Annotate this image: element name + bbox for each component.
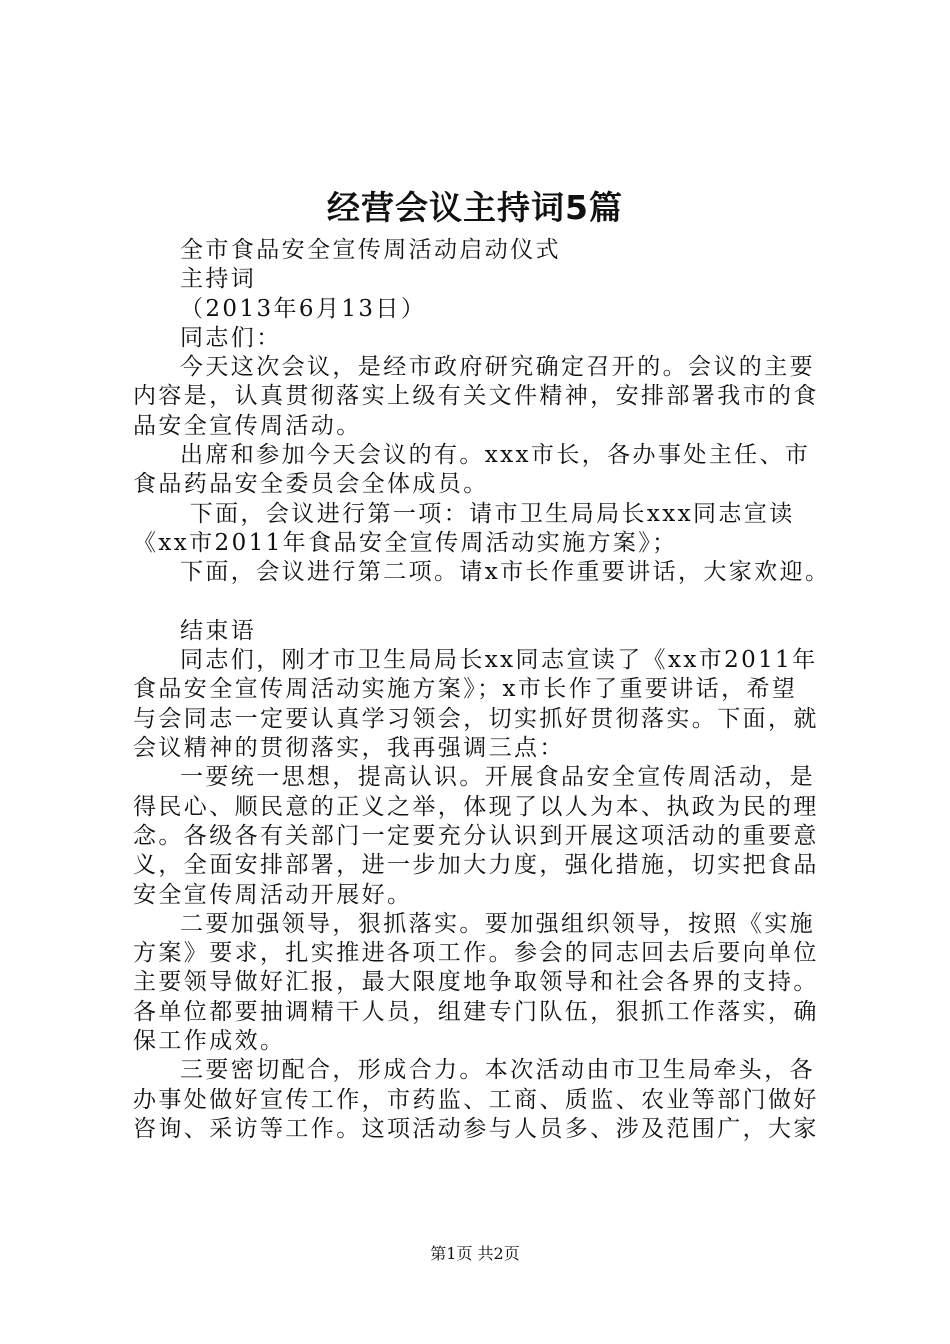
body-line: 得民心、顺民意的正义之举，体现了以人为本、执政为民的理 xyxy=(133,793,819,820)
body-line: 义，全面安排部署，进一步加大力度，强化措施，切实把食品 xyxy=(133,852,819,879)
body-line: 二要加强领导，狠抓落实。要加强组织领导，按照《实施 xyxy=(180,910,815,937)
body-line: 出席和参加今天会议的有。xxx市长，各办事处主任、市 xyxy=(180,442,811,469)
body-line: （2013年6月13日） xyxy=(180,295,427,322)
body-line: 与会同志一定要认真学习领会，切实抓好贯彻落实。下面，就 xyxy=(133,705,819,732)
body-line: 方案》要求，扎实推进各项工作。参会的同志回去后要向单位 xyxy=(133,940,819,967)
body-line: 保工作成效。 xyxy=(133,1028,286,1055)
body-line: 安全宣传周活动开展好。 xyxy=(133,881,413,908)
body-line: 品安全宣传周活动。 xyxy=(133,412,362,439)
body-line: 主要领导做好汇报，最大限度地争取领导和社会各界的支持。 xyxy=(133,969,819,996)
body-line: 主持词 xyxy=(180,266,257,293)
body-line: 咨询、采访等工作。这项活动参与人员多、涉及范围广，大家 xyxy=(133,1115,819,1142)
section-heading: 结束语 xyxy=(180,617,257,644)
page-number-footer: 第1页 共2页 xyxy=(430,1244,520,1263)
body-line: 会议精神的贯彻落实，我再强调三点： xyxy=(133,735,565,762)
document-body xyxy=(133,236,833,1144)
body-line: 内容是，认真贯彻落实上级有关文件精神，安排部署我市的食 xyxy=(133,383,819,410)
body-line: 念。各级各有关部门一定要充分认识到开展这项活动的重要意 xyxy=(133,822,819,849)
body-line: 一要统一思想，提高认识。开展食品安全宣传周活动，是 xyxy=(180,764,815,791)
body-line: 三要密切配合，形成合力。本次活动由市卫生局牵头，各 xyxy=(180,1057,815,1084)
body-line: 下面，会议进行第二项。请x市长作重要讲话，大家欢迎。 xyxy=(180,559,831,586)
body-line: 全市食品安全宣传周活动启动仪式 xyxy=(180,237,561,263)
blank-line xyxy=(133,588,833,617)
body-line: 同志们，刚才市卫生局局长xx同志宣读了《xx市2011年 xyxy=(180,647,818,674)
body-line: 下面，会议进行第一项：请市卫生局局长xxx同志宣读 xyxy=(180,500,795,527)
document-title: 经营会议主持词5篇 xyxy=(327,188,623,227)
body-line: 今天这次会议，是经市政府研究确定召开的。会议的主要 xyxy=(180,354,815,381)
body-line: 《xx市2011年食品安全宣传周活动实施方案》； xyxy=(133,529,678,556)
body-line: 食品药品安全委员会全体成员。 xyxy=(133,471,489,498)
body-line: 食品安全宣传周活动实施方案》；x市长作了重要讲话，希望 xyxy=(133,676,798,703)
body-line: 同志们： xyxy=(180,324,282,351)
body-line: 办事处做好宣传工作，市药监、工商、质监、农业等部门做好 xyxy=(133,1086,819,1113)
body-line: 各单位都要抽调精干人员，组建专门队伍，狠抓工作落实，确 xyxy=(133,998,819,1025)
